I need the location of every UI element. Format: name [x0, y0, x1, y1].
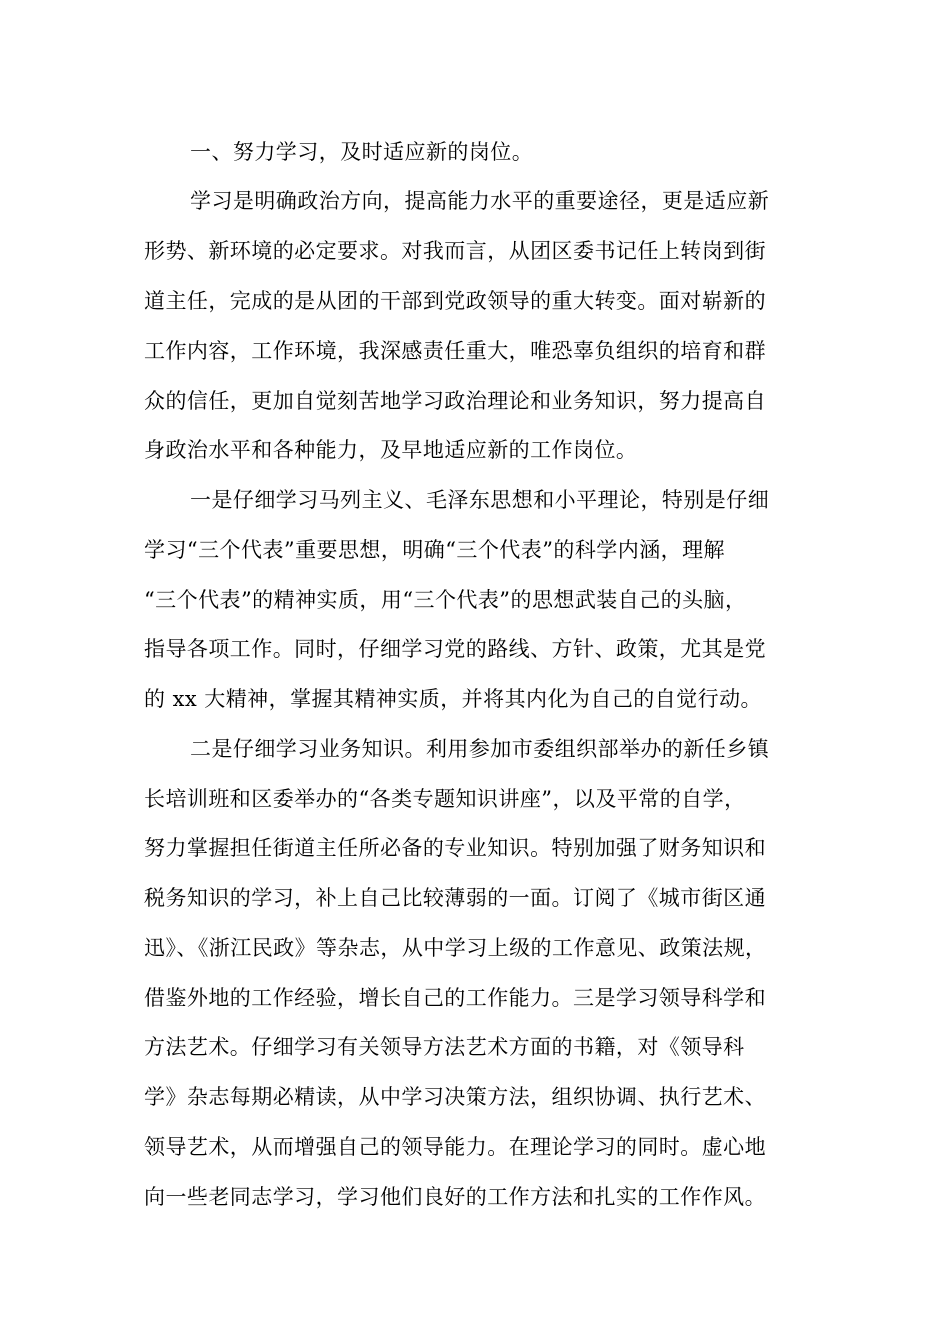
paragraph-line: 一是仔细学习马列主义、毛泽东思想和小平理论，特别是仔细	[190, 488, 770, 512]
paragraph-line: 长培训班和区委举办的“各类专题知识讲座”，以及平常的自学，	[144, 787, 746, 811]
paragraph-line: 向一些老同志学习，学习他们良好的工作方法和扎实的工作作风。	[144, 1185, 767, 1209]
paragraph-line: 迅》、《浙江民政》等杂志，从中学习上级的工作意见、政策法规，	[144, 936, 767, 960]
paragraph-line: 学习“三个代表”重要思想，明确“三个代表”的科学内涵，理解	[144, 538, 725, 562]
paragraph-line: 方法艺术。仔细学习有关领导方法艺术方面的书籍，对《领导科	[144, 1035, 745, 1059]
paragraph-line: 努力掌握担任街道主任所必备的专业知识。特别加强了财务知识和	[144, 836, 767, 860]
paragraph-line: 众的信任，更加自觉刻苦地学习政治理论和业务知识，努力提高自	[144, 389, 767, 413]
paragraph-line: 形势、新环境的必定要求。对我而言，从团区委书记任上转岗到街	[144, 239, 767, 263]
paragraph-line: 道主任，完成的是从团的干部到党政领导的重大转变。面对崭新的	[144, 289, 767, 313]
paragraph-line: 借鉴外地的工作经验，增长自己的工作能力。三是学习领导科学和	[144, 986, 767, 1010]
paragraph-line: 身政治水平和各种能力，及早地适应新的工作岗位。	[144, 438, 638, 462]
paragraph-line: 指导各项工作。同时，仔细学习党的路线、方针、政策，尤其是党	[144, 637, 767, 661]
paragraph-line: 的 xx 大精神，掌握其精神实质，并将其内化为自己的自觉行动。	[144, 687, 762, 711]
paragraph-line: 税务知识的学习，补上自己比较薄弱的一面。订阅了《城市街区通	[144, 886, 767, 910]
section-heading: 一、努力学习，及时适应新的岗位。	[190, 140, 534, 164]
paragraph-line: 领导艺术，从而增强自己的领导能力。在理论学习的同时。虚心地	[144, 1135, 767, 1159]
paragraph-line: 工作内容，工作环境，我深感责任重大，唯恐辜负组织的培育和群	[144, 339, 767, 363]
paragraph-line: 二是仔细学习业务知识。利用参加市委组织部举办的新任乡镇	[190, 737, 770, 761]
paragraph-line: 学》杂志每期必精读，从中学习决策方法，组织协调、执行艺术、	[144, 1085, 767, 1109]
paragraph-line: 学习是明确政治方向，提高能力水平的重要途径，更是适应新	[190, 189, 770, 213]
paragraph-line: “三个代表”的精神实质，用“三个代表”的思想武装自己的头脑，	[144, 588, 747, 612]
